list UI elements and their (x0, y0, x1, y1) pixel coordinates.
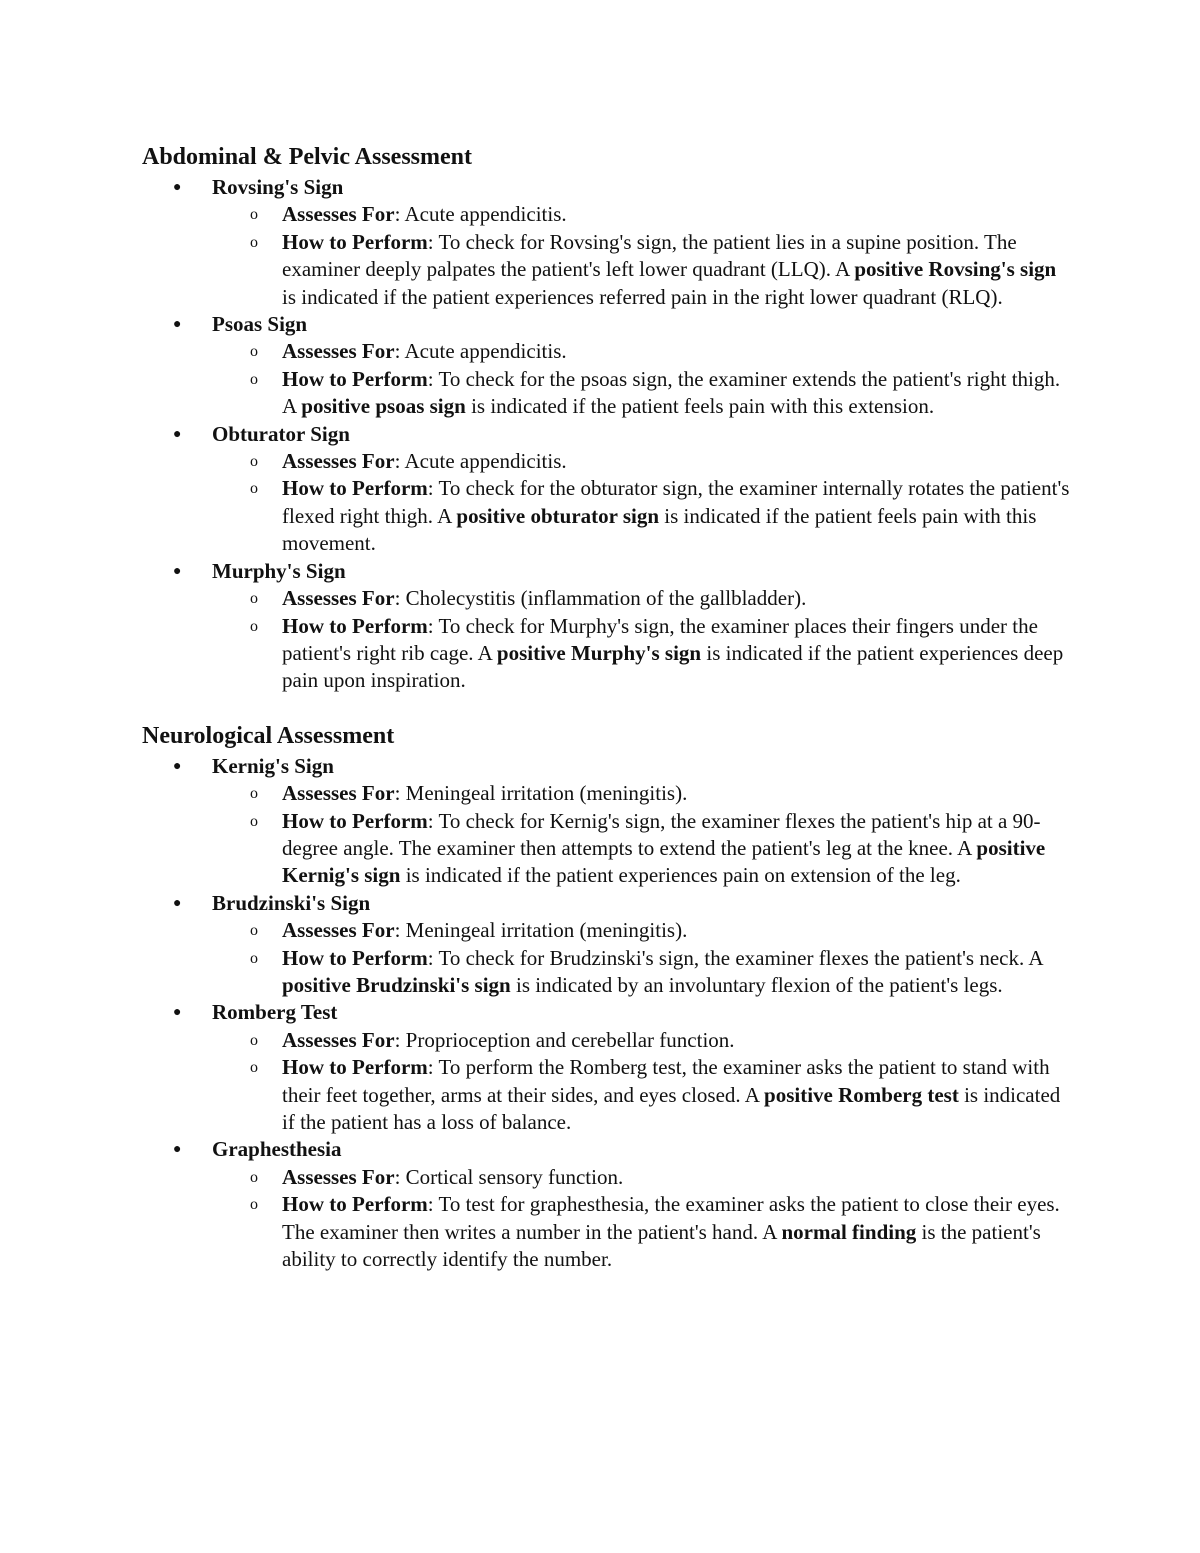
section-title: Neurological Assessment (142, 722, 395, 749)
assesses-label: Assesses For (282, 1164, 395, 1189)
bullet-icon: ● (173, 1142, 182, 1158)
bullet-icon: ● (173, 758, 182, 774)
assesses-label: Assesses For (282, 339, 395, 364)
assesses-label: Assesses For (282, 449, 395, 474)
detail-assesses (212, 448, 1072, 475)
detail-how (212, 475, 1072, 557)
detail-how (212, 366, 1072, 421)
how-label: How to Perform (282, 366, 428, 391)
detail-how (212, 613, 1072, 695)
assesses-label: Assesses For (282, 918, 395, 943)
how-text: : To check for Kernig's sign, the examiner flexes the patient's hip at a 90-degree angle. The examiner then attempts to extend the patient's leg at the knee. A (282, 808, 1041, 860)
how-emphasis: positive Rovsing's sign (854, 257, 1057, 282)
sign-item (142, 311, 1072, 421)
detail-list (212, 1164, 1072, 1274)
detail-list (212, 201, 1072, 311)
circle-bullet-icon: o (250, 590, 258, 608)
how-text: : To check for the psoas sign, the examiner extends the patient's right thigh. A (282, 366, 1061, 419)
assesses-text: : Meningeal irritation (meningitis). (394, 781, 688, 806)
how-text: : To check for the obturator sign, the examiner internally rotates the patient's flexed right thigh. A (282, 476, 1070, 528)
detail-how (212, 1191, 1072, 1273)
bullet-icon: ● (173, 180, 182, 195)
sign-item (142, 999, 1072, 1136)
circle-bullet-icon: o (250, 949, 258, 967)
how-text: : To check for Murphy's sign, the examiner places their fingers under the patient's right rib cage. A (282, 613, 1038, 665)
sign-name: Obturator Sign (212, 421, 350, 446)
sign-item (142, 753, 1072, 890)
sign-name: Romberg Test (212, 1000, 338, 1025)
detail-assesses (212, 917, 1072, 944)
how-text: : To perform the Romberg test, the examiner asks the patient to stand with their feet together, arms at their sides, and eyes closed. A (282, 1055, 1050, 1107)
detail-assesses (212, 338, 1072, 365)
circle-bullet-icon: o (250, 233, 258, 251)
circle-bullet-icon: o (250, 812, 258, 830)
circle-bullet-icon: o (250, 922, 258, 940)
how-text-end: is the patient's ability to correctly identify the number. (282, 1219, 1041, 1272)
circle-bullet-icon: o (250, 1059, 258, 1077)
how-text: : To check for Brudzinski's sign, the examiner flexes the patient's neck. A (427, 945, 1043, 970)
detail-how (212, 1054, 1072, 1136)
how-label: How to Perform (282, 1192, 428, 1217)
bullet-icon: ● (173, 563, 182, 579)
how-label: How to Perform (282, 945, 428, 970)
sign-name: Rovsing's Sign (212, 175, 344, 199)
how-label: How to Perform (282, 229, 428, 254)
bullet-icon: ● (173, 1005, 182, 1021)
assesses-text: : Acute appendicitis. (394, 339, 567, 364)
how-text-end: is indicated if the patient experiences pain on extension of the leg. (400, 863, 961, 888)
how-emphasis: positive obturator sign (456, 503, 660, 528)
detail-list (212, 1027, 1072, 1137)
detail-assesses (212, 201, 1072, 228)
detail-how (212, 945, 1072, 1000)
sign-list (142, 753, 1072, 1274)
how-emphasis: positive Murphy's sign (496, 640, 702, 665)
circle-bullet-icon: o (250, 1168, 258, 1186)
detail-list (212, 917, 1072, 999)
how-text-end: is indicated if the patient experiences deep pain upon inspiration. (282, 640, 1064, 693)
document-page (142, 140, 1072, 1273)
bullet-icon: ● (173, 317, 182, 333)
circle-bullet-icon: o (250, 206, 258, 224)
detail-how (212, 229, 1072, 311)
sign-name: Murphy's Sign (212, 558, 346, 583)
how-text: : To check for Rovsing's sign, the patient lies in a supine position. The examiner deeply palpates the patient's left lower quadrant (LLQ). A (282, 229, 1017, 282)
sign-list (142, 174, 1072, 695)
how-text: : To test for graphesthesia, the examiner asks the patient to close their eyes. The examiner then writes a number in the patient's hand. A (282, 1192, 1060, 1244)
sign-name: Kernig's Sign (212, 753, 334, 778)
detail-list (212, 585, 1072, 695)
how-emphasis: positive psoas sign (301, 394, 466, 419)
detail-assesses (212, 1027, 1072, 1054)
how-text-end: is indicated if the patient has a loss of balance. (282, 1082, 1061, 1134)
circle-bullet-icon: o (250, 343, 258, 361)
assesses-text: : Acute appendicitis. (394, 202, 567, 227)
section-abdominal-pelvic (142, 140, 1072, 695)
assesses-text: : Cholecystitis (inflammation of the gallbladder). (394, 586, 807, 611)
circle-bullet-icon: o (250, 1196, 258, 1214)
detail-list (212, 448, 1072, 558)
how-emphasis: positive Kernig's sign (282, 835, 1046, 888)
circle-bullet-icon: o (250, 370, 258, 388)
circle-bullet-icon: o (250, 617, 258, 635)
how-text-end: is indicated by an involuntary flexion of the patient's legs. (510, 972, 1003, 997)
how-label: How to Perform (282, 808, 428, 833)
assesses-text: : Meningeal irritation (meningitis). (394, 918, 688, 943)
bullet-icon: ● (173, 426, 182, 442)
assesses-text: : Acute appendicitis. (394, 449, 567, 474)
bullet-icon: ● (173, 895, 182, 911)
sign-item (142, 421, 1072, 558)
detail-assesses (212, 780, 1072, 807)
assesses-label: Assesses For (282, 586, 395, 611)
assesses-label: Assesses For (282, 1027, 395, 1052)
assesses-text: : Cortical sensory function. (394, 1164, 624, 1189)
assesses-label: Assesses For (282, 781, 395, 806)
how-label: How to Perform (282, 1055, 428, 1080)
how-emphasis: positive Romberg test (764, 1082, 959, 1107)
circle-bullet-icon: o (250, 785, 258, 803)
how-label: How to Perform (282, 476, 428, 501)
circle-bullet-icon: o (250, 1031, 258, 1049)
how-emphasis: normal finding (781, 1219, 917, 1244)
sign-name: Graphesthesia (212, 1137, 342, 1162)
detail-list (212, 338, 1072, 420)
sign-item (142, 174, 1072, 311)
detail-assesses (212, 1164, 1072, 1191)
assesses-label: Assesses For (282, 202, 395, 227)
section-neurological (142, 719, 1072, 1274)
circle-bullet-icon: o (250, 480, 258, 498)
circle-bullet-icon: o (250, 453, 258, 471)
how-text-end: is indicated if the patient feels pain with this movement. (282, 503, 1037, 556)
detail-how (212, 808, 1072, 890)
detail-list (212, 780, 1072, 890)
sign-item (142, 890, 1072, 1000)
how-emphasis: positive Brudzinski's sign (282, 972, 511, 997)
how-text-end: is indicated if the patient experiences referred pain in the right lower quadrant (RLQ). (282, 284, 1003, 309)
sign-name: Brudzinski's Sign (212, 890, 371, 915)
section-title: Abdominal & Pelvic Assessment (142, 144, 472, 170)
sign-item (142, 558, 1072, 695)
sign-item (142, 1136, 1072, 1273)
sign-name: Psoas Sign (212, 312, 308, 337)
detail-assesses (212, 585, 1072, 612)
how-text-end: is indicated if the patient feels pain with this extension. (465, 394, 935, 419)
how-label: How to Perform (282, 613, 428, 638)
assesses-text: : Proprioception and cerebellar function. (394, 1027, 735, 1052)
